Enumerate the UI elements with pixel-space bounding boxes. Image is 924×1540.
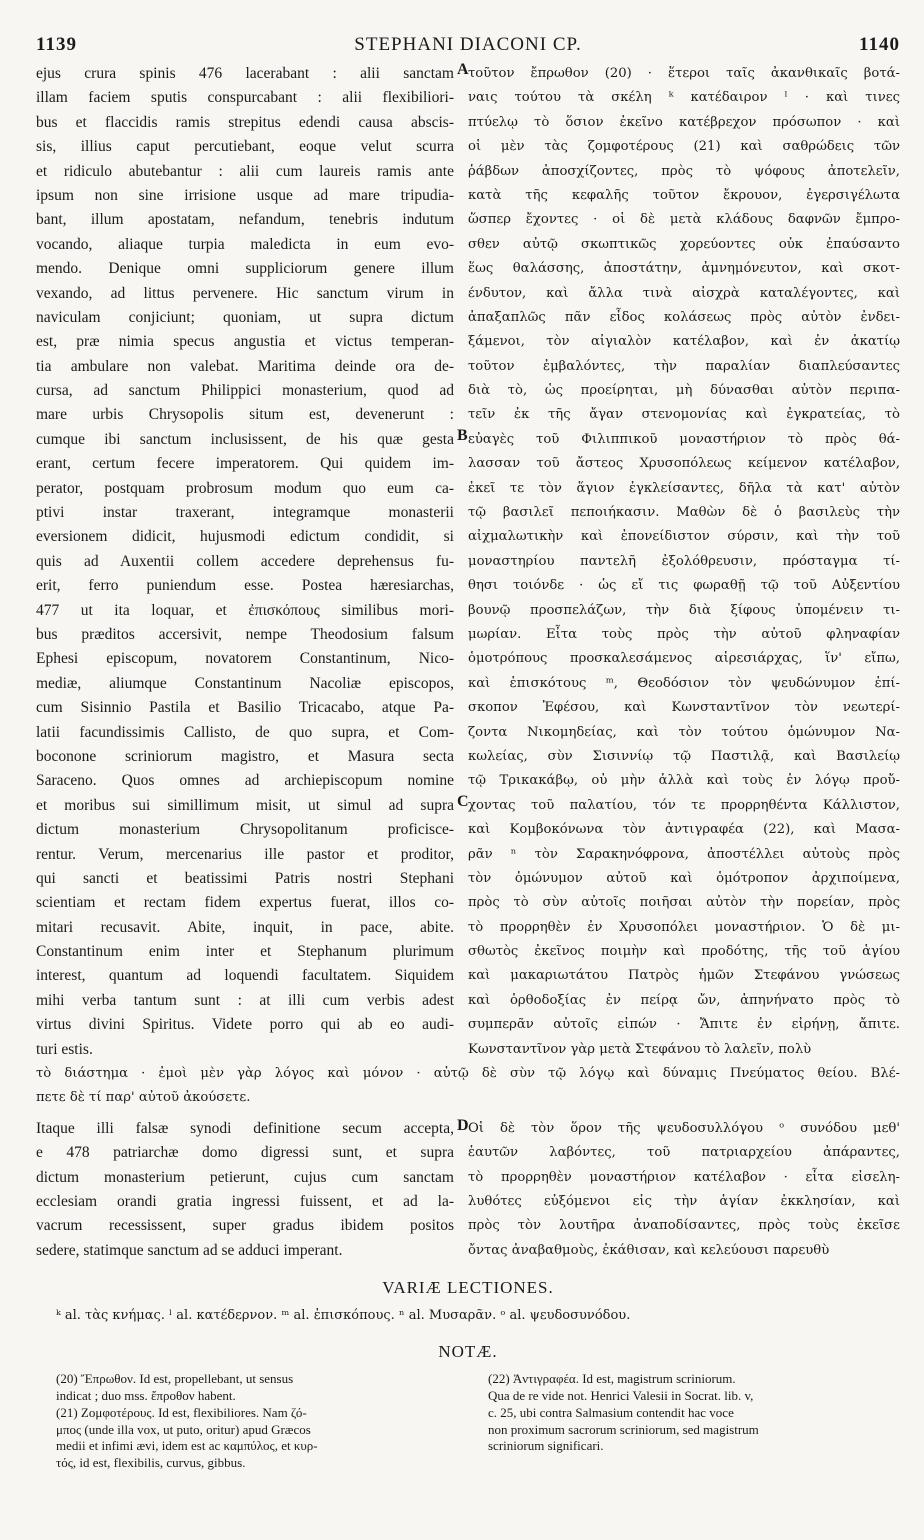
- latin-text-line: erant, certum fecere imperatorem. Qui quidem im-: [36, 455, 454, 473]
- greek-text-line: πρὸς τὸ σὺν αὐτοῖς ποιῆσαι αὐτὸν τὴν πορείαν, πρὸς: [468, 895, 900, 911]
- latin-text-line: Constantinum enim inter et Stephanum plurimum: [36, 943, 454, 961]
- latin-text-line: cum Sisinnio Pastila et Basilio Tricacabo, atque Pa-: [36, 699, 454, 717]
- section-marker-b: B: [457, 427, 468, 445]
- running-header: [36, 30, 900, 60]
- latin-text-line: cumque ibi sanctum inclusissent, de his quæ gesta: [36, 430, 454, 448]
- greek-text-line: τὸν ὁμώνυμον αὐτοῦ καὶ ὁμότροπον ἀρχιποίμενα,: [468, 870, 900, 886]
- greek-text-line: μωρίαν. Εἶτα τοὺς πρὸς τὴν αὐτοῦ φληναφίαν: [468, 626, 900, 642]
- latin-text-line: vocando, aliaque turpia maledicta in eum evo-: [36, 235, 454, 253]
- notes-left-column: [56, 1371, 448, 1472]
- greek-text-line: σθωτὸς ἐκεῖνος ποιμὴν καὶ προδότης, τῆς τοῦ ἁγίου: [468, 944, 900, 960]
- latin-text-line: cursa, ad sanctum Philippici monasterium, quod ad: [36, 382, 454, 400]
- greek-text-line: συμπερᾶν αὐτοῖς εἰπών · Ἄπιτε ἐν εἰρήνῃ, ἄπιτε.: [468, 1017, 900, 1033]
- greek-column-bottom: [468, 1117, 900, 1263]
- full-width-line: τὸ διάστημα · ἐμοὶ μὲν γὰρ λόγος καὶ μόνον · αὐτῷ δὲ σὺν τῷ λόγῳ καὶ δύναμις Πνεύματος θείου. Βλέ-: [36, 1066, 900, 1082]
- greek-text-line: τοῦτον ἔπρωθον (20) · ἕτεροι ταῖς ἀκανθικαῖς βοτά-: [468, 66, 900, 81]
- greek-text-line: τὸ προρρηθὲν ἐν Χρυσοπόλει μοναστήριον. Ὁ δὲ μι-: [468, 919, 900, 935]
- greek-text-line: ὄντας ἀναβαθμοὺς, ἐκάθισαν, καὶ κελεύουσι παρευθὺ: [468, 1242, 830, 1258]
- greek-text-line: λασσαν τοῦ ἄστεος Χρυσοπόλεως κείμενον κατέλαβον,: [468, 456, 900, 472]
- note-line: indicat ; duo mss. ἔπροθον habent.: [56, 1387, 236, 1403]
- latin-text-line: ipsum non sine irrisione usque ad mare tripudia-: [36, 186, 454, 204]
- greek-text-line: πρὸς τὸν λουτῆρα ἀναποδίσαντες, πρὸς τοὺς ἐκεῖσε: [468, 1218, 900, 1234]
- latin-text-line: perator, postquam probrosum modum quo eum ca-: [36, 479, 454, 497]
- greek-text-line: μοναστηρίου παντελῆ ἐξολόθρευσιν, πρόσταγμα τί-: [468, 553, 900, 569]
- latin-text-line: erit, ferro puniendum esse. Postea hæresiarchas,: [36, 577, 454, 595]
- latin-text-line: bus et flaccidis ramis strepitus edendi causa abscis-: [36, 113, 454, 131]
- greek-text-line: Κωνσταντῖνον γὰρ μετὰ Στεφάνου τὸ λαλεῖν, πολὺ: [468, 1041, 812, 1057]
- variae-lectiones: ᵏ al. τὰς κνήμας. ˡ al. κατέδερνον. ᵐ al. ἐπισκόπους. ⁿ al. Μυσαρᾶν. ᵒ al. ψευδοσυνόδου.: [56, 1308, 631, 1324]
- full-width-greek: [36, 1062, 900, 1111]
- notes-right-column: [488, 1371, 880, 1472]
- greek-text-line: εὐαγὲς τοῦ Φιλιππικοῦ μοναστήριον τὸ πρὸς θά-: [468, 431, 900, 447]
- latin-text-line: tia ambulare non valebat. Maritima deinde ora de-: [36, 357, 454, 375]
- greek-text-line: ρᾶν ⁿ τὸν Σαρακηνόφρονα, ἀποστέλλει αὐτοὺς πρὸς: [468, 846, 900, 862]
- greek-text-line: ὁμοτρόπους προσκαλεσάμενος αἱρεσιάρχας, ἵν' εἴπω,: [468, 651, 900, 667]
- greek-text-line: καὶ ἐπισκότους ᵐ, Θεοδόσιον τὸν ψευδώνυμον ἐπί-: [468, 675, 900, 691]
- greek-text-line: ἕως θαλάσσης, ἀποστάτην, ἀμνημόνευτον, καὶ σκοτ-: [468, 261, 900, 277]
- greek-text-line: ναις τούτου τὰ σκέλη ᵏ κατέδαιρον ˡ · καὶ τινες: [468, 90, 900, 106]
- note-line: τός, id est, flexibilis, curvus, gibbus.: [56, 1455, 246, 1471]
- parallel-columns-bottom: [36, 1117, 900, 1263]
- latin-text-line: ejus crura spinis 476 lacerabant : alii sanctam: [36, 65, 454, 82]
- latin-text-line: eversionem didicit, hujusmodi edictum condidit, si: [36, 528, 454, 546]
- latin-text-line: qui sancti et beatissimi Patris nostri Stephani: [36, 869, 454, 887]
- latin-text-line: mitari recusavit. Abite, inquit, in pace, abite.: [36, 918, 454, 936]
- latin-text-line: mare urbis Chrysopolis situm est, devenerunt :: [36, 406, 454, 424]
- note-line: medii et infimi ævi, idem est ac καμπύλος, et κυρ-: [56, 1438, 318, 1454]
- latin-text-line: scientiam et rectam fidem expertus fuerat, illos co-: [36, 894, 454, 912]
- greek-text-line: καὶ μακαριωτάτου Πατρὸς ἡμῶν Στεφάνου γνώσεως: [468, 968, 900, 984]
- latin-text-line: et moribus sui simillimum misit, ut simul ad supra: [36, 796, 454, 814]
- greek-text-line: ἑαυτῶν λαβόντες, τοῦ πατριαρχείου ἀπάραντες,: [468, 1145, 900, 1161]
- latin-text-line: latii facundissimis Callisto, de quo supra, et Com-: [36, 723, 454, 741]
- greek-column: [468, 62, 900, 1062]
- note-line: scriniorum significari.: [488, 1438, 604, 1454]
- latin-text-line: dictum monasterium petierunt, cujus cum sanctam: [36, 1168, 454, 1186]
- greek-text-line: ένδυτον, καὶ ἄλλα τινὰ αἰσχρὰ καταλέγοντες, καὶ: [468, 285, 900, 301]
- latin-text-line: ecclesiam orandi gratia ingressi fuissent, et ad la-: [36, 1192, 454, 1210]
- latin-text-line: ptivi instar traxerant, integramque monasterii: [36, 504, 454, 522]
- latin-text-line: Ephesi episcopum, novatorem Constantinum, Nico-: [36, 650, 454, 668]
- latin-column-bottom: [36, 1117, 454, 1263]
- greek-text-line: χοντας τοῦ παλατίου, τόν τε προρρηθέντα Κάλλιστον,: [468, 797, 900, 813]
- greek-text-line: ξάμενοι, τὸν αἰγιαλὸν κατέλαβον, καὶ ἐν ἀκατίῳ: [468, 334, 900, 350]
- note-line: (22) Ἀντιγραφέα. Id est, magistrum scriniorum.: [488, 1371, 736, 1387]
- greek-text-line: πτύελῳ τὸ ὅσιον ἐκεῖνο κατέβρεχον πρόσωπον · καὶ: [468, 114, 900, 130]
- running-title: STEPHANI DIACONI CP.: [354, 34, 582, 55]
- greek-text-line: τῷ Τρικακάβῳ, οὐ μὴν ἀλλὰ καὶ τοὺς ἐν λόγῳ προὔ-: [468, 773, 900, 789]
- latin-text-line: sedere, statimque sanctum ad se adduci imperant.: [36, 1241, 343, 1259]
- greek-text-line: κατὰ τῆς κεφαλῆς τοῦτον ἔκρουον, ἐγερσιγέλωτα: [468, 187, 900, 203]
- notae-title: NOTÆ.: [438, 1342, 498, 1362]
- latin-text-line: bant, illum apostatam, nefandum, tenebris indutum: [36, 211, 454, 229]
- latin-text-line: turi estis.: [36, 1040, 93, 1058]
- note-line: (21) Ζομφοτέρους. Id est, flexibiliores. Nam ζό-: [56, 1404, 307, 1420]
- latin-text-line: sis, illius caput percutiebant, eoque velut scurra: [36, 138, 454, 156]
- greek-text-line: τοῦτον ἐμβαλόντες, τὴν παραλίαν διαπλεύσαντες: [468, 358, 900, 374]
- note-line: (20) Ἔπρωθον. Id est, propellebant, ut sensus: [56, 1371, 294, 1387]
- full-width-line: πετε δὲ τί παρ' αὐτοῦ ἀκούσετε.: [36, 1090, 251, 1106]
- greek-text-line: ῥάβδων ἀποσχίζοντες, πρὸς τὸ ψόφους ἀποτελεῖν,: [468, 163, 900, 179]
- latin-text-line: vacrum recessissent, super gradus ibidem positos: [36, 1217, 454, 1235]
- left-column-number: 1139: [36, 34, 77, 55]
- greek-text-line: λυθότες εὐξόμενοι εἰς τὴν ἁγίαν ἐκκλησίαν, καὶ: [468, 1193, 900, 1209]
- latin-text-line: illam faciem sputis conspurcabant : alii flexibiliori-: [36, 89, 454, 107]
- greek-text-line: ὥσπερ ἔχοντες · οἱ δὲ μετὰ κλάδους δαφνῶν ἔμπρο-: [468, 212, 900, 228]
- right-column-number: 1140: [859, 34, 900, 55]
- greek-text-line: αἰχμαλωτικὴν καὶ ἐπονείδιστον σύρσιν, καὶ τὴν τοῦ: [468, 529, 900, 545]
- greek-text-line: καὶ Κομβοκόνωνα τὸν ἀντιγραφέα (22), καὶ Μασα-: [468, 822, 900, 838]
- greek-text-line: Οἱ δὲ τὸν ὅρον τῆς ψευδοσυλλόγου ᵒ συνόδου μεθ': [468, 1120, 900, 1136]
- greek-text-line: κωλείας, σὺν Σισιννίῳ τῷ Παστιλᾷ, καὶ Βασιλείῳ: [468, 748, 900, 764]
- note-line: Qua de re vide not. Henrici Valesii in Socrat. lib. v,: [488, 1387, 754, 1403]
- latin-text-line: e 478 patriarchæ domo digressi sunt, et supra: [36, 1144, 454, 1162]
- latin-text-line: boconone scriniorum magistro, et Masura secta: [36, 747, 454, 765]
- greek-text-line: σκοπον Ἐφέσου, καὶ Κωνσταντῖνον τὸν νεωτερί-: [468, 700, 900, 716]
- latin-text-line: Itaque illi falsæ synodi definitione secum accepta,: [36, 1119, 454, 1137]
- greek-text-line: οἱ μὲν τὰς ζομφοτέρους (21) καὶ σαθρώδεις τῶν: [468, 139, 900, 155]
- latin-text-line: rentur. Verum, mercenarius ille pastor et proditor,: [36, 845, 454, 863]
- page-body: [36, 62, 900, 1472]
- section-marker-a: A: [457, 61, 469, 79]
- latin-text-line: interest, quantum ad loquendi facultatem. Siquidem: [36, 967, 454, 985]
- latin-text-line: 477 ut ita loquar, et ἐπισκόπους similibus mori-: [36, 601, 454, 619]
- notes: [36, 1365, 900, 1472]
- section-marker-d: D: [457, 1116, 469, 1134]
- note-line: non proximum sacrorum scriniorum, sed magistrum: [488, 1421, 759, 1437]
- latin-text-line: et ridiculo abutebantur : alii cum laureis ramis ante: [36, 162, 454, 180]
- latin-text-line: est, præ nimia specus angustia et victus temperan-: [36, 333, 454, 351]
- note-line: c. 25, ubi contra Salmasium contendit hac voce: [488, 1404, 734, 1420]
- latin-text-line: vexando, ad littus pervenere. Hic sanctum virum in: [36, 284, 454, 302]
- greek-text-line: ἐκεῖ τε τὸν ἅγιον ἐγκλείσαντες, δῆλα τὰ κατ' αὐτὸν: [468, 480, 900, 496]
- greek-text-line: ἀπαξαπλῶς πᾶν εἶδος κολάσεως πρὸς αὐτὸν ἐνδει-: [468, 309, 900, 325]
- latin-text-line: bus præditos accersivit, nempe Theodosium falsum: [36, 625, 454, 643]
- latin-text-line: mediæ, aliumque Constantinum Nacoliæ episcopos,: [36, 674, 454, 692]
- latin-text-line: Saraceno. Quos omnes ad archiepiscopum nomine: [36, 772, 454, 790]
- latin-text-line: mihi verba tantum sunt : at illi cum verbis adest: [36, 991, 454, 1009]
- greek-text-line: τὸ προρρηθὲν μοναστήριον κατέλαβον · εἶτα εἰσελη-: [468, 1169, 900, 1185]
- greek-text-line: τῷ βασιλεῖ πεποιήκασιν. Μαθὼν δὲ ὁ βασιλεὺς τὴν: [468, 505, 900, 521]
- variae-title: VARIÆ LECTIONES.: [382, 1278, 554, 1298]
- parallel-columns-top: [36, 62, 900, 1062]
- latin-column: [36, 62, 454, 1062]
- latin-text-line: dictum monasterium Chrysopolitanum proficisce-: [36, 821, 454, 839]
- greek-text-line: τεῖν ἐκ τῆς ἄγαν στενομονίας καὶ ἐγκρατείας, τὸ: [468, 407, 900, 423]
- greek-text-line: διὰ τὸ, ὡς προείρηται, μὴ δύνασθαι αὐτὸν περιπα-: [468, 383, 900, 399]
- latin-text-line: quis ad Auxentii collem accedere deprehensus fu-: [36, 552, 454, 570]
- note-line: μπος (unde illa vox, ut puto, oritur) apud Græcos: [56, 1421, 311, 1437]
- latin-text-line: virtus divini Spiritus. Videte porro qui ab eo audi-: [36, 1016, 454, 1034]
- section-marker-c: C: [457, 793, 469, 811]
- greek-text-line: καὶ ὀρθοδοξίας ἐν πείρᾳ ὤν, ἀπηνήνατο πρὸς τὸ: [468, 992, 900, 1008]
- greek-text-line: θησι τοιόνδε · ὡς εἴ τις φωραθῇ τῷ τοῦ Αὐξεντίου: [468, 578, 900, 594]
- greek-text-line: βουνῷ προσπελάζων, τὴν διὰ ξίφους ὑπομένειν τι-: [468, 602, 900, 618]
- latin-text-line: mendo. Denique omni suppliciorum genere illum: [36, 260, 454, 278]
- latin-text-line: naviculam conjiciunt; quoniam, ut supra dictum: [36, 308, 454, 326]
- greek-text-line: σθεν αὐτῷ σκωπτικῶς χορεύοντες οὐκ ἐπαύσαντο: [468, 236, 900, 252]
- greek-text-line: ζοντα Νικομηδείας, καὶ τὸν τούτου ὁμώνυμον Να-: [468, 724, 900, 740]
